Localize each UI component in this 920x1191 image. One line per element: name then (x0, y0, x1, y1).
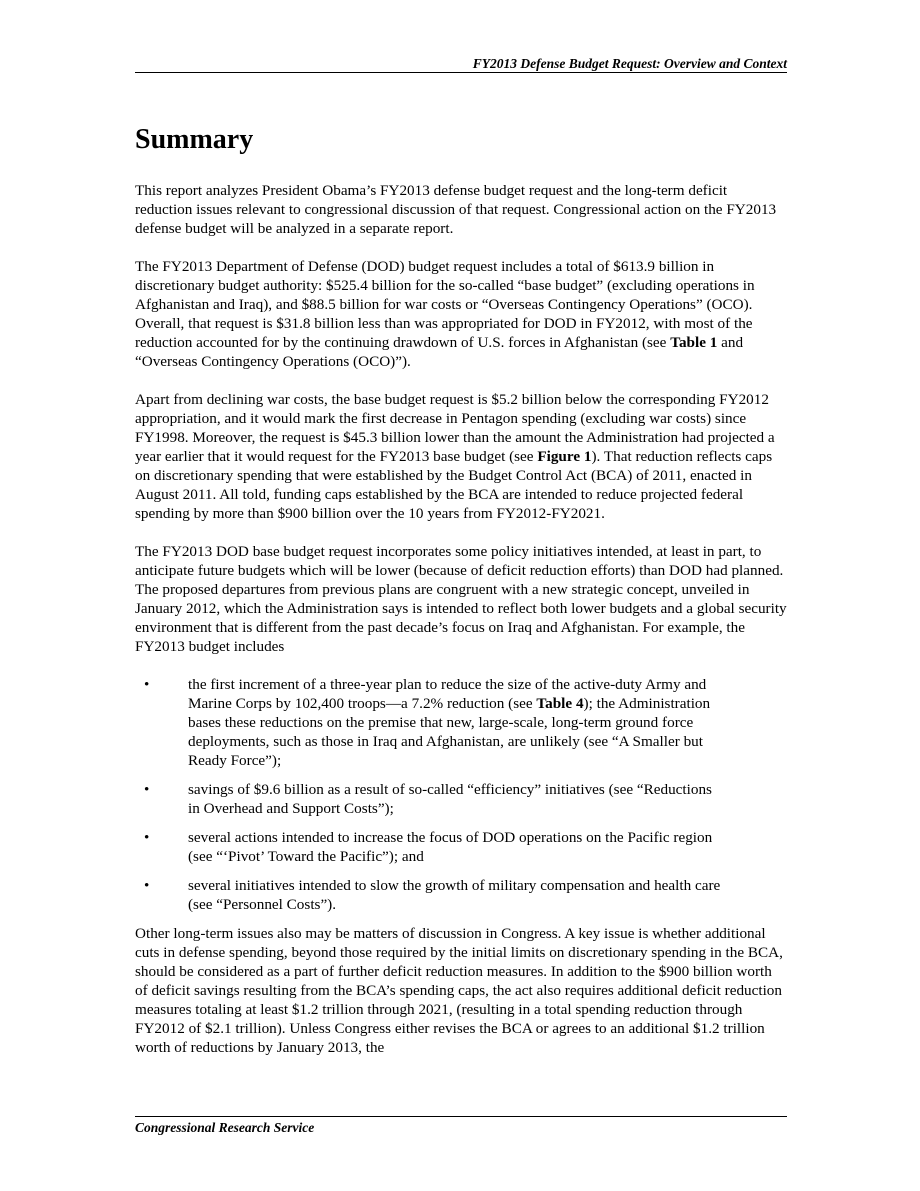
paragraph-text: ). That reduction reflects caps on discretionary spending that were established by the Budget Control Act (BCA) of 2011, enacted in August 2011. All told, funding caps established by the BCA are intended to reduce projected federal spending by more than $900 billion over the 10 years from FY2012-FY2021. (135, 448, 773, 522)
footer-rule (135, 1116, 787, 1117)
running-header: FY2013 Defense Budget Request: Overview and Context (472, 56, 787, 71)
paragraph-text: Apart from declining war costs, the base budget request is $5.2 billion below the corresponding FY2012 appropriation, and it would mark the first decrease in Pentagon spending (excluding war costs) since FY1998. Moreover, the request is $45.3 billion lower than the amount the Administration had projected a year earlier that it would request for the FY2013 base budget (see (135, 391, 775, 465)
bullet-icon: • (144, 877, 150, 894)
list-item-text: ); the Administration bases these reductions on the premise that new, large-scale, long-term ground force deployments, such as those in Iraq and Afghanistan, are unlikely (see “A Smaller but Ready Force”); (188, 695, 711, 769)
bullet-icon: • (144, 781, 150, 798)
list-item (135, 780, 787, 818)
paragraph-intro: This report analyzes President Obama’s FY2013 defense budget request and the long-term deficit reduction issues relevant to congressional discussion of that request. Congressional action on the FY2013 defense budget will be analyzed in a separate report. (135, 182, 777, 237)
list-item (135, 828, 787, 866)
list-item-text: several actions intended to increase the focus of DOD operations on the Pacific region (see “‘Pivot’ Toward the Pacific”); and (188, 829, 713, 865)
paragraph-base-budget (135, 390, 787, 523)
list-item (135, 876, 787, 914)
page-title: Summary (135, 124, 254, 155)
list-item-text: several initiatives intended to slow the growth of military compensation and health care (see “Personnel Costs”). (188, 877, 721, 913)
paragraph-text: and “Overseas Contingency Operations (OCO)”). (135, 334, 744, 370)
bullet-icon: • (144, 829, 150, 846)
page-content (135, 122, 787, 1076)
paragraph-policy-initiatives: The FY2013 DOD base budget request incorporates some policy initiatives intended, at least in part, to anticipate future budgets which will be lower (because of deficit reduction efforts) than DOD had planned. The proposed departures from previous plans are congruent with a new strategic concept, unveiled in January 2012, which the Administration says is intended to reflect both lower budgets and a global security environment that is different from the past decade’s focus on Iraq and Afghanistan. For example, the FY2013 budget includes (135, 543, 787, 655)
table-reference: Table 4 (536, 695, 584, 712)
paragraph-budget-request (135, 257, 787, 371)
paragraph-text: The FY2013 Department of Defense (DOD) budget request includes a total of $613.9 billion in discretionary budget authority: $525.4 billion for the so-called “base budget” (excluding operations in Afghanistan and Iraq), and $88.5 billion for war costs or “Overseas Contingency Operations” (OCO). Overall, that request is $31.8 billion less than was appropriated for DOD in FY2012, with most of the reduction accounted for by the continuing drawdown of U.S. forces in Afghanistan (see (135, 258, 755, 351)
list-item (135, 675, 787, 770)
paragraph-long-term-issues: Other long-term issues also may be matters of discussion in Congress. A key issue is whether additional cuts in defense spending, beyond those required by the initial limits on discretionary spending in the BCA, should be considered as a part of further deficit reduction measures. In addition to the $900 billion worth of deficit savings resulting from the BCA’s spending caps, the act also requires additional deficit reduction measures totaling at least $1.2 trillion through 2021, (resulting in a total spending reduction through FY2012 of $2.1 trillion). Unless Congress either revises the BCA or agrees to an additional $1.2 trillion worth of reductions by January 2013, the (135, 925, 783, 1056)
figure-reference: Figure 1 (537, 448, 592, 465)
bullet-icon: • (144, 676, 150, 693)
list-item-text: the first increment of a three-year plan to reduce the size of the active-duty Army and Marine Corps by 102,400 troops—a 7.2% reduction (see (188, 676, 707, 712)
header-rule (135, 72, 787, 73)
footer-publisher: Congressional Research Service (135, 1120, 315, 1135)
list-item-text: savings of $9.6 billion as a result of so-called “efficiency” initiatives (see “Reductions in Overhead and Support Costs”); (188, 781, 712, 817)
table-reference: Table 1 (670, 334, 718, 351)
initiatives-list (135, 675, 787, 914)
